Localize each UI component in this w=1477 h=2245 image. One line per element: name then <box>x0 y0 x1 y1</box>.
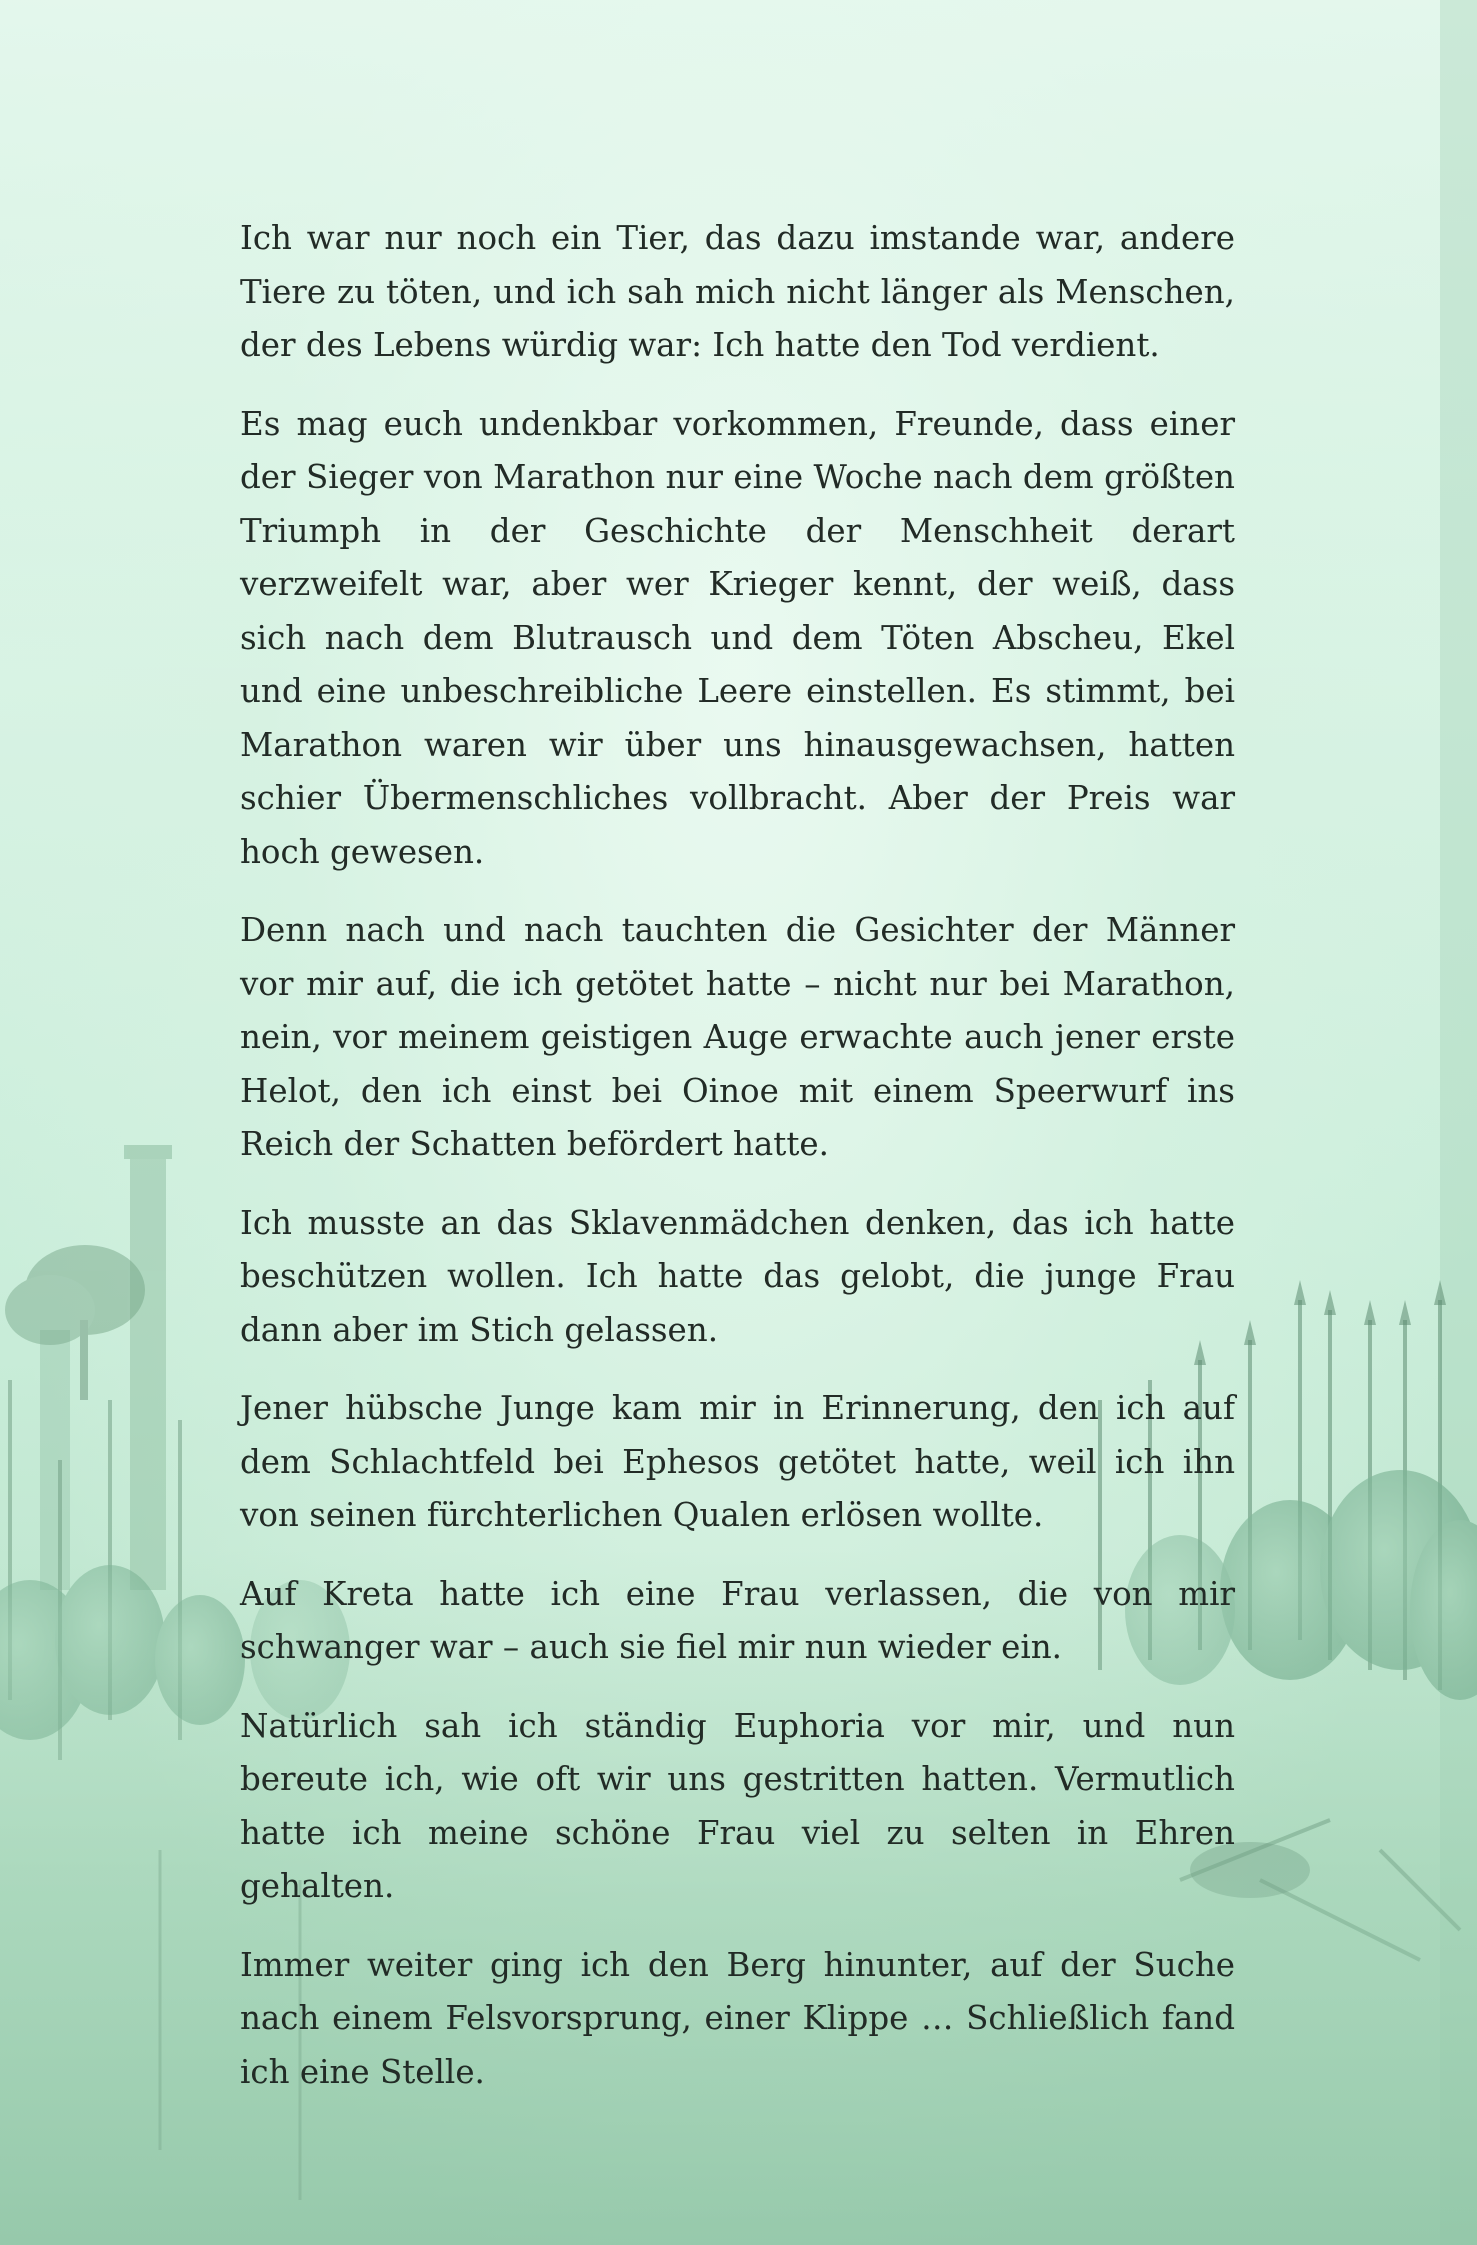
paragraph-6: Auf Kreta hatte ich eine Frau verlassen, die von mir schwanger war – auch sie fiel mir nun wieder ein. <box>240 1574 1235 1666</box>
paragraph-7: Natürlich sah ich ständig Euphoria vor mir, und nun bereute ich, wie oft wir uns gestritten hatten. Vermutlich hatte ich meine schöne Frau viel zu selten in Ehren gehalten. <box>240 1706 1235 1905</box>
paragraph-3: Denn nach und nach tauchten die Gesichter der Männer vor mir auf, die ich getötet hatte – nicht nur bei Marathon, nein, vor meinem geistigen Auge erwachte auch jener erste Helot, den ich einst bei Oinoe mit einem Speerwurf ins Reich der Schatten befördert hatte. <box>240 911 1235 1163</box>
paragraph-2: Es mag euch undenkbar vorkommen, Freunde, dass einer der Sieger von Marathon nur eine Woche nach dem größten Triumph in der Geschichte der Menschheit derart verzweifelt war, aber wer Krieger kennt, der weiß, dass sich nach dem Blutrausch und dem Töten Abscheu, Ekel und eine unbeschreibliche Leere einstellen. Es stimmt, bei Marathon waren wir über uns hinausgewachsen, hatten schier Übermenschliches vollbracht. Aber der Preis war hoch gewesen. <box>240 404 1235 871</box>
body-text <box>240 212 1235 2124</box>
paragraph-4: Ich musste an das Sklavenmädchen denken, das ich hatte beschützen wollen. Ich hatte das gelobt, die junge Frau dann aber im Stich gelassen. <box>240 1203 1235 1349</box>
paragraph-1: Ich war nur noch ein Tier, das dazu imstande war, andere Tiere zu töten, und ich sah mich nicht länger als Menschen, der des Lebens würdig war: Ich hatte den Tod verdient. <box>240 219 1235 364</box>
tree-left <box>5 1245 145 1400</box>
paragraph-5: Jener hübsche Junge kam mir in Erinnerung, den ich auf dem Schlachtfeld bei Ephesos getötet hatte, weil ich ihn von seinen fürchterlichen Qualen erlösen wollte. <box>240 1389 1235 1534</box>
paragraph-8: Immer weiter ging ich den Berg hinunter, auf der Suche nach einem Felsvorsprung, einer Klippe … Schließlich fand ich eine Stelle. <box>240 1945 1235 2091</box>
